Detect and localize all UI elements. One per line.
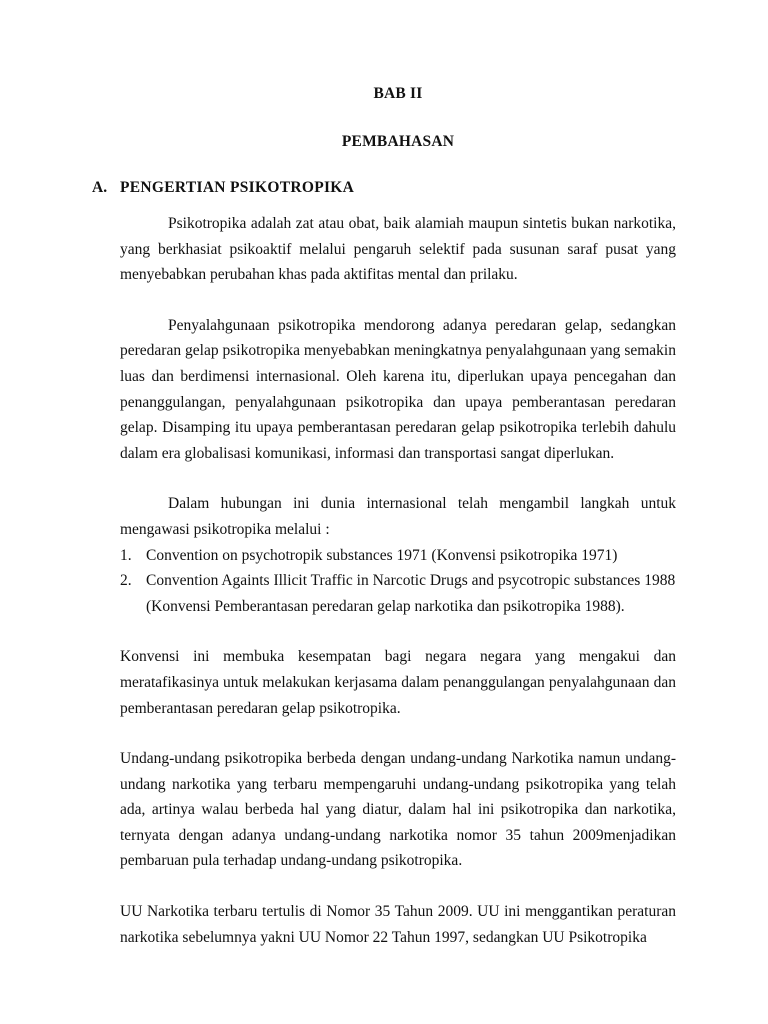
list-item: [120, 568, 676, 619]
list-item-marker: 1.: [120, 546, 132, 564]
list-item-text: Convention on psychotropik substances 1971 (Konvensi psikotropika 1971): [146, 546, 618, 564]
list-item-text-main: Convention Againts Illicit Traffic in Narcotic Drugs and psycotropic substances 1988: [146, 572, 676, 590]
paragraph-uu-narkotika: UU Narkotika terbaru tertulis di Nomor 35 Tahun 2009. UU ini menggantikan peraturan narkotika sebelumnya yakni UU Nomor 22 Tahun 1997, sedangkan UU Psikotropika: [120, 903, 676, 946]
chapter-subheading: PEMBAHASAN: [341, 132, 455, 150]
section-heading: [92, 179, 676, 197]
paragraph-definition: Psikotropika adalah zat atau obat, baik alamiah maupun sintetis bukan narkotika, yang berkhasiat psikoaktif melalui pengaruh selektif pada susunan saraf pusat yang menyebabkan perubahan khas pada aktifitas mental dan prilaku.: [120, 215, 676, 284]
section-title: PENGERTIAN PSIKOTROPIKA: [120, 179, 355, 196]
list-item-marker: 2.: [120, 572, 132, 590]
chapter-heading: BAB II: [373, 85, 423, 102]
paragraph-konvensi: Konvensi ini membuka kesempatan bagi negara negara yang mengakui dan meratafikasinya untuk melakukan kerjasama dalam penanggulangan penyalahgunaan dan pemberantasan peredaran gelap psikotropika.: [120, 648, 676, 717]
paragraph-international: Dalam hubungan ini dunia internasional telah mengambil langkah untuk mengawasi psikotropika melalui :: [120, 495, 676, 538]
paragraph-undang-undang: Undang-undang psikotropika berbeda dengan undang-undang Narkotika namun undang-undang narkotika yang terbaru mempengaruhi undang-undang psikotropika yang telah ada, artinya walau berbeda hal yang diatur, dalam hal ini psikotropika dan narkotika, ternyata dengan adanya undang-undang narkotika nomor 35 tahun 2009menjadikan pembaruan pula terhadap undang-undang psikotropika.: [120, 750, 676, 870]
list-item-text-continuation: (Konvensi Pemberantasan peredaran gelap narkotika dan psikotropika 1988).: [146, 597, 625, 615]
paragraph-abuse: Penyalahgunaan psikotropika mendorong adanya peredaran gelap, sedangkan peredaran gelap psikotropika menyebabkan meningkatnya penyalahgunaan yang semakin luas dan berdimensi internasional. Oleh karena itu, diperlukan upaya pencegahan dan penanggulangan, penyalahgunaan psikotropika dan upaya pemberantasan peredaran gelap. Disamping itu upaya pemberantasan peredaran gelap psikotropika terlebih dahulu dalam era globalisasi komunikasi, informasi dan transportasi sangat diperlukan.: [120, 316, 676, 462]
document-content: [92, 85, 676, 950]
list-item: [120, 543, 676, 569]
convention-list: [120, 543, 676, 620]
list-item-text: [146, 568, 676, 619]
section-letter: A.: [92, 179, 108, 196]
